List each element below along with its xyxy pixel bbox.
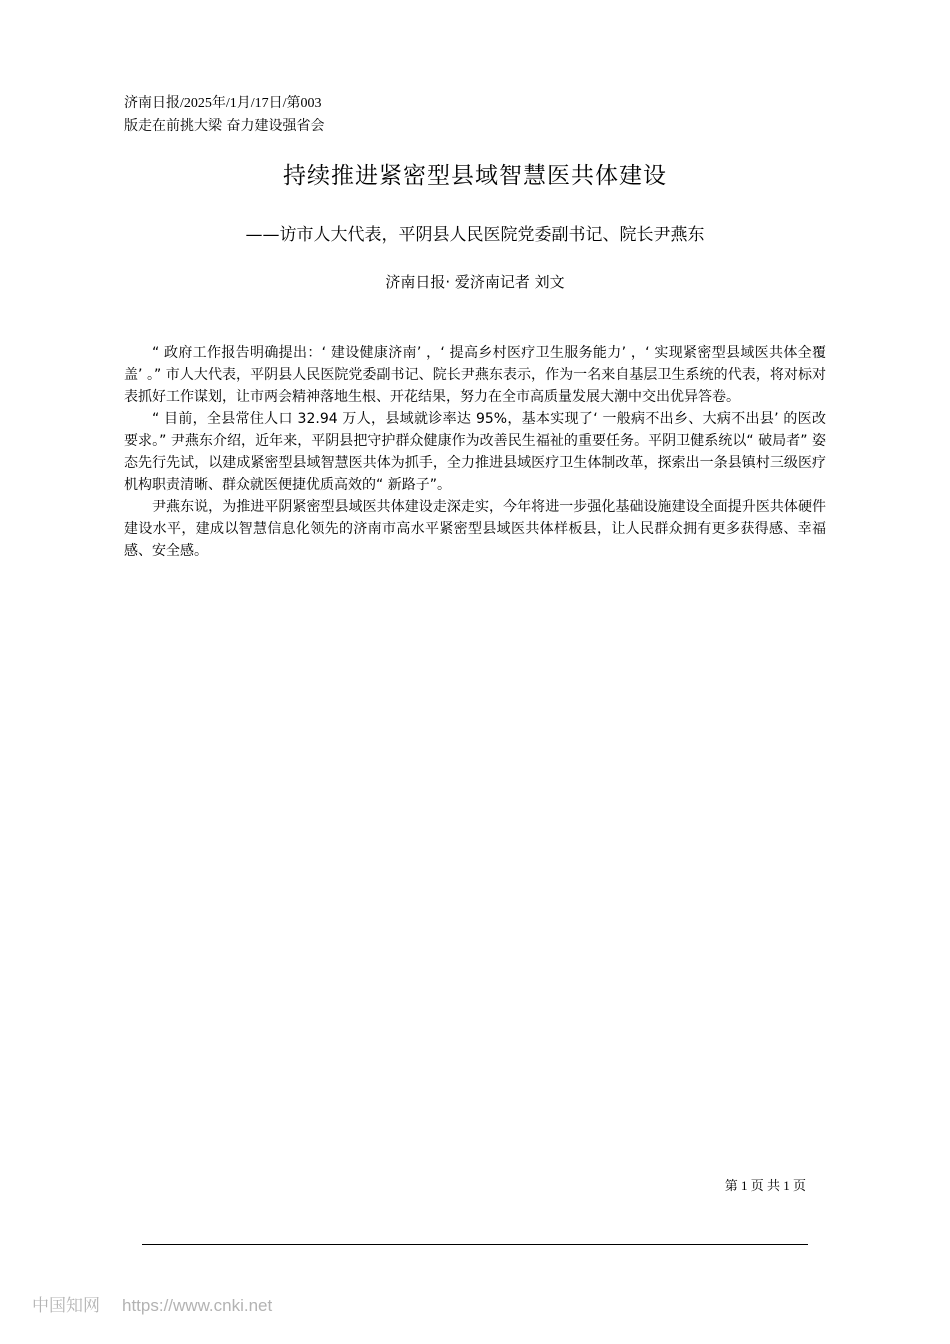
article-subtitle: ——访市人大代表，平阴县人民医院党委副书记、院长尹燕东 xyxy=(245,225,705,245)
article-body xyxy=(124,342,826,562)
body-paragraph: “ 目前，全县常住人口 32.94 万人，县域就诊率达 95%，基本实现了‘ 一般病不出乡、大病不出县’ 的医改要求。” 尹燕东介绍，近年来，平阴县把守护群众健康作为改善民生福祉的重要任务。平阴卫健系统以“ 破局者” 姿态先行先试，以建成紧密型县域智慧医共体为抓手，全力推进县域医疗卫生体制改革，探索出一条县镇村三级医疗机构职责清晰、群众就医便捷优质高效的“ 新路子”。 xyxy=(124,411,826,493)
article-title: 持续推进紧密型县域智慧医共体建设 xyxy=(283,163,667,189)
cnki-watermark xyxy=(32,1294,272,1318)
page-indicator: 第 1 页 共 1 页 xyxy=(724,1178,806,1193)
body-paragraph: 尹燕东说，为推进平阴紧密型县域医共体建设走深走实，今年将进一步强化基础设施建设全面提升医共体硬件建设水平，建成以智慧信息化领先的济南市高水平紧密型县域医共体样板县，让人民群众拥有更多获得感、幸福感、安全感。 xyxy=(124,499,826,559)
body-paragraph: “ 政府工作报告明确提出：‘ 建设健康济南’ ，‘ 提高乡村医疗卫生服务能力’ ，‘ 实现紧密型县域医共体全覆盖’ 。” 市人大代表，平阴县人民医院党委副书记、院长尹燕东表示，作为一名来自基层卫生系统的代表，将对标对表抓好工作谋划，让市两会精神落地生根、开花结果，努力在全市高质量发展大潮中交出优异答卷。 xyxy=(124,345,826,405)
footer-divider xyxy=(142,1244,808,1245)
section-line: 版走在前挑大梁 奋力建设强省会 xyxy=(124,118,325,134)
source-line: 济南日报/2025年/1月/17日/第003 xyxy=(124,96,322,111)
cnki-url-text: https://www.cnki.net xyxy=(122,1296,273,1315)
cnki-logo-text: 中国知网 xyxy=(32,1296,100,1315)
article-byline: 济南日报· 爱济南记者 刘文 xyxy=(385,273,565,291)
